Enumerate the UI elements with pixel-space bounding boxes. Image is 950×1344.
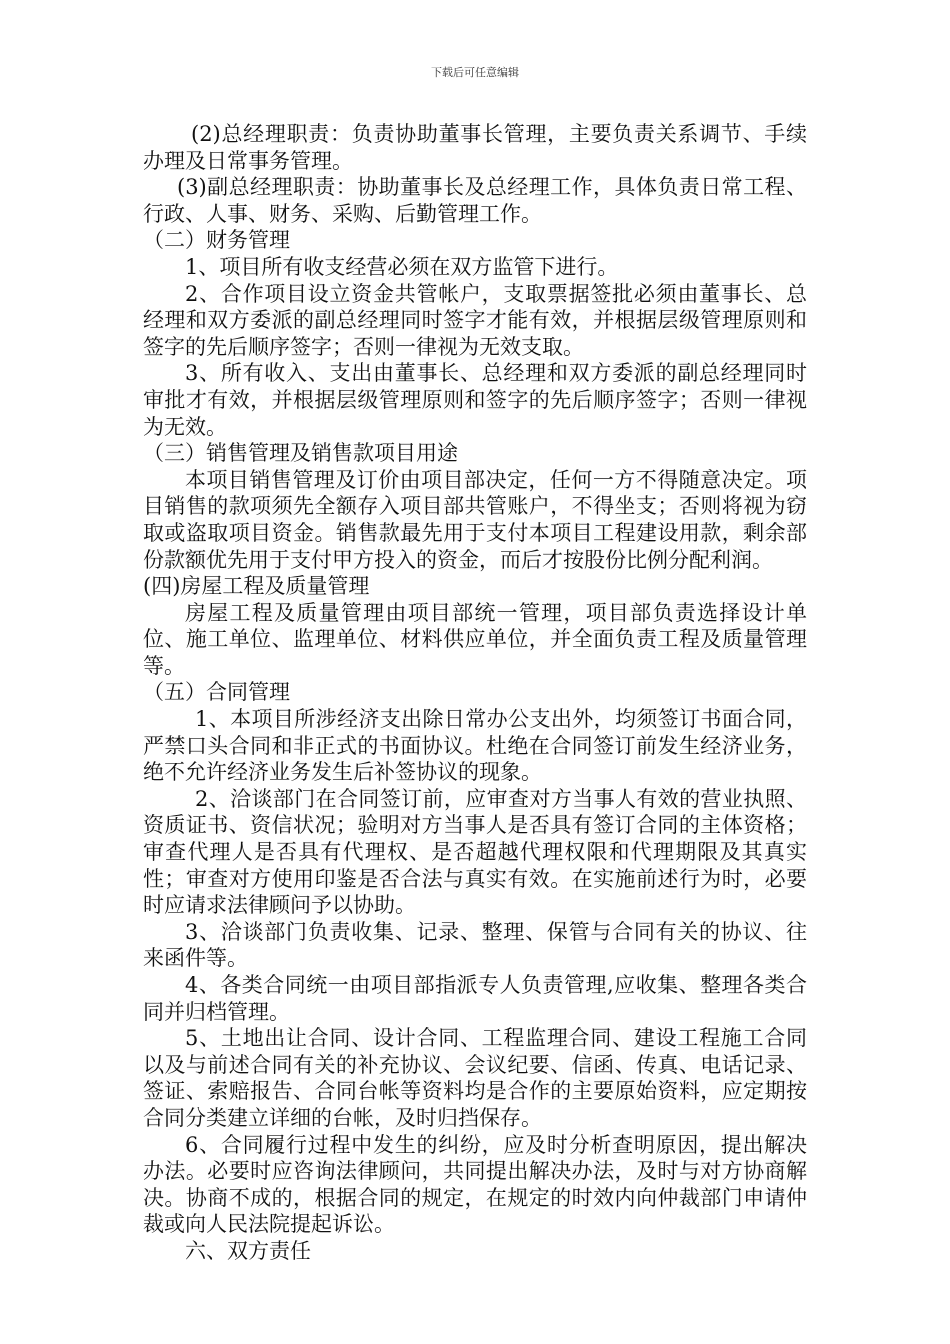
section-heading-responsibilities: 六、双方责任	[185, 1238, 311, 1263]
paragraph-contracts-6: 6、合同履行过程中发生的纠纷，应及时分析查明原因，提出解决办法。必要时应咨询法律顾问，共同提出解决办法，及时与对方协商解决。协商不成的，根据合同的规定，在规定的时效内向仲裁部门申请仲裁或向人民法院提起诉讼。	[143, 1132, 807, 1237]
section-heading-finance: （二）财务管理	[143, 228, 290, 253]
paragraph-deputy-gm-duties: (3)副总经理职责：协助董事长及总经理工作，具体负责日常工程、行政、人事、财务、采购、后勤管理工作。	[143, 175, 807, 226]
paragraph-finance-1: 1、项目所有收支经营必须在双方监管下进行。	[185, 254, 619, 279]
paragraph-contracts-2: 2、洽谈部门在合同签订前，应审查对方当事人有效的营业执照、资质证书、资信状况；验明对方当事人是否具有签订合同的主体资格；审查代理人是否具有代理权、是否超越代理权限和代理期限及其真实性；审查对方使用印鉴是否合法与真实有效。在实施前述行为时，必要时应请求法律顾问予以协助。	[143, 786, 807, 918]
paragraph-contracts-5: 5、土地出让合同、设计合同、工程监理合同、建设工程施工合同以及与前述合同有关的补充协议、会议纪要、信函、传真、电话记录、签证、索赔报告、合同台帐等资料均是合作的主要原始资料，应定期按合同分类建立详细的台帐，及时归挡保存。	[143, 1026, 807, 1130]
section-heading-construction: (四)房屋工程及质量管理	[143, 574, 370, 599]
section-heading-contracts: （五）合同管理	[143, 680, 290, 705]
paragraph-construction: 房屋工程及质量管理由项目部统一管理，项目部负责选择设计单位、施工单位、监理单位、材料供应单位，并全面负责工程及质量管理等。	[143, 600, 807, 678]
paragraph-sales: 本项目销售管理及订价由项目部决定，任何一方不得随意决定。项目销售的款项须先全额存入项目部共管账户，不得坐支；否则将视为窃取或盗取项目资金。销售款最先用于支付本项目工程建设用款，剩余部份款额优先用于支付甲方投入的资金，而后才按股份比例分配利润。	[143, 467, 807, 572]
paragraph-finance-2: 2、合作项目设立资金共管帐户，支取票据签批必须由董事长、总经理和双方委派的副总经理同时签字才能有效，并根据层级管理原则和签字的先后顺序签字；否则一律视为无效支取。	[143, 281, 807, 359]
page-header: 下载后可任意编辑	[431, 66, 519, 79]
paragraph-contracts-4: 4、各类合同统一由项目部指派专人负责管理,应收集、整理各类合同并归档管理。	[143, 973, 807, 1024]
paragraph-gm-duties: (2)总经理职责：负责协助董事长管理，主要负责关系调节、手续办理及日常事务管理。	[143, 122, 807, 173]
document-body	[143, 121, 807, 1265]
paragraph-contracts-3: 3、洽谈部门负责收集、记录、整理、保管与合同有关的协议、往来函件等。	[143, 919, 807, 971]
paragraph-contracts-1: 1、本项目所涉经济支出除日常办公支出外，均须签订书面合同，严禁口头合同和非正式的书面协议。杜绝在合同签订前发生经济业务，绝不允许经济业务发生后补签协议的现象。	[143, 707, 807, 785]
section-heading-sales: （三）销售管理及销售款项目用途	[143, 441, 458, 466]
paragraph-finance-3: 3、所有收入、支出由董事长、总经理和双方委派的副总经理同时审批才有效，并根据层级管理原则和签字的先后顺序签字；否则一律视为无效。	[143, 361, 807, 439]
